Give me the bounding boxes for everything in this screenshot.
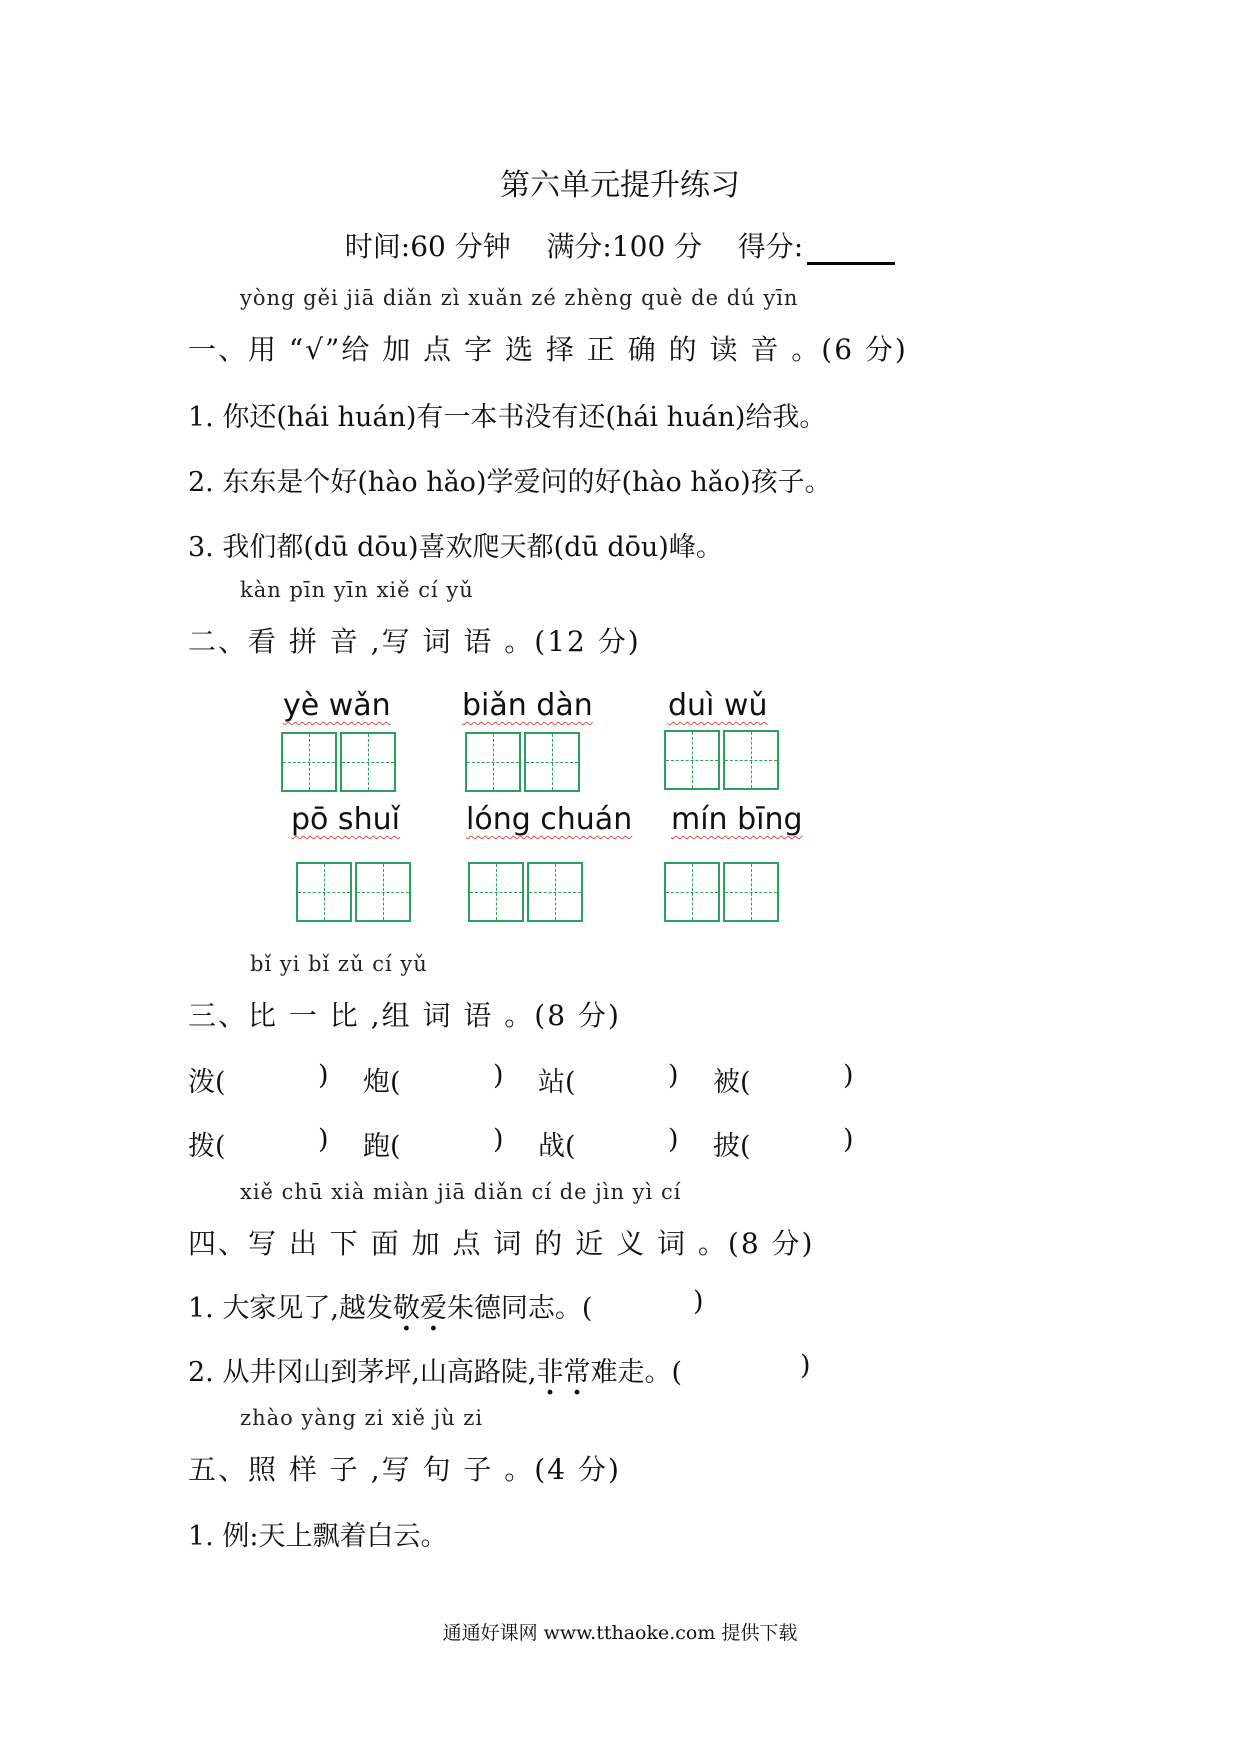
- section1-item2: 2. 东东是个好(hào hǎo)学爱问的好(hào hǎo)孩子。: [188, 467, 832, 498]
- word-pinyin-4: pō shuǐ: [291, 802, 400, 837]
- section2-pinyin: kàn pīn yīn xiě cí yǔ: [240, 578, 474, 602]
- compare-char: 披(: [713, 1131, 751, 1162]
- section4-item1: [188, 1286, 592, 1325]
- score-blank[interactable]: [807, 234, 895, 265]
- section4-item2: [188, 1350, 682, 1389]
- section5-heading: 五、照 样 子 ,写 句 子 。(4 分): [188, 1453, 621, 1486]
- writing-grid-box[interactable]: [723, 730, 779, 790]
- writing-grid-box[interactable]: [664, 730, 720, 790]
- section1-heading: 一、用 “√”给 加 点 字 选 择 正 确 的 读 音 。(6 分): [188, 333, 908, 366]
- compare-char: 跑(: [363, 1131, 401, 1162]
- compare-close: ): [493, 1060, 504, 1091]
- compare-close: ): [318, 1124, 329, 1155]
- writing-grid-box[interactable]: [468, 862, 524, 922]
- word-pinyin-1: yè wǎn: [283, 688, 391, 723]
- compare-char: 被(: [713, 1067, 751, 1098]
- exam-meta: [0, 225, 1240, 265]
- writing-grid-box[interactable]: [281, 732, 337, 792]
- section2-heading: 二、看 拼 音 ,写 词 语 。(12 分): [188, 625, 641, 658]
- section4-pinyin: xiě chū xià miàn jiā diǎn cí de jìn yì cí: [240, 1180, 682, 1204]
- item-text: 难走。(: [590, 1357, 683, 1388]
- writing-grid-box[interactable]: [527, 862, 583, 922]
- compare-char: 站(: [538, 1067, 576, 1098]
- writing-grid-box[interactable]: [524, 732, 580, 792]
- writing-grid-box[interactable]: [296, 862, 352, 922]
- compare-close: ): [668, 1060, 679, 1091]
- word-pinyin-5: lóng chuán: [466, 802, 633, 837]
- section1-item3: 3. 我们都(dū dōu)喜欢爬天都(dū dōu)峰。: [188, 532, 723, 563]
- writing-grid-box[interactable]: [355, 862, 411, 922]
- writing-grid-box[interactable]: [723, 862, 779, 922]
- writing-grid-box[interactable]: [465, 732, 521, 792]
- compare-char: 炮(: [363, 1067, 401, 1098]
- item-text: 1. 大家见了,越发: [188, 1293, 393, 1324]
- compare-close: ): [843, 1124, 854, 1155]
- compare-char: 拨(: [188, 1131, 226, 1162]
- answer-close: ): [693, 1286, 704, 1317]
- dotted-char: 常: [563, 1357, 591, 1388]
- word-pinyin-6: mín bīng: [671, 802, 803, 837]
- compare-close: ): [843, 1060, 854, 1091]
- writing-grid-box[interactable]: [664, 862, 720, 922]
- section3-pinyin: bǐ yi bǐ zǔ cí yǔ: [250, 952, 428, 976]
- full-score: 满分:100 分: [546, 230, 703, 263]
- dotted-char: 敬: [392, 1293, 420, 1324]
- compare-char: 战(: [538, 1131, 576, 1162]
- section4-heading: 四、写 出 下 面 加 点 词 的 近 义 词 。(8 分): [188, 1227, 815, 1260]
- dotted-char: 非: [536, 1357, 564, 1388]
- writing-grid-box[interactable]: [340, 732, 396, 792]
- score-label: 得分:: [737, 230, 804, 263]
- word-pinyin-2: biǎn dàn: [462, 688, 593, 723]
- dotted-char: 爱: [419, 1293, 447, 1324]
- page-title: 第六单元提升练习: [500, 168, 740, 203]
- section1-item1: 1. 你还(hái huán)有一本书没有还(hái huán)给我。: [188, 402, 827, 433]
- compare-char: 泼(: [188, 1067, 226, 1098]
- compare-close: ): [318, 1060, 329, 1091]
- footer-credit: 通通好课网 www.tthaoke.com 提供下载: [442, 1622, 798, 1644]
- item-text: 2. 从井冈山到茅坪,山高路陡,: [188, 1357, 537, 1388]
- section5-pinyin: zhào yàng zi xiě jù zi: [240, 1406, 484, 1430]
- time-limit: 时间:60 分钟: [344, 230, 511, 263]
- compare-close: ): [493, 1124, 504, 1155]
- section1-pinyin: yòng gěi jiā diǎn zì xuǎn zé zhèng què de dú yīn: [240, 286, 799, 310]
- section3-heading: 三、比 一 比 ,组 词 语 。(8 分): [188, 999, 621, 1032]
- word-pinyin-3: duì wǔ: [668, 688, 768, 723]
- compare-close: ): [668, 1124, 679, 1155]
- section5-item1: 1. 例:天上飘着白云。: [188, 1521, 448, 1552]
- item-text: 朱德同志。(: [446, 1293, 593, 1324]
- answer-close: ): [800, 1350, 811, 1381]
